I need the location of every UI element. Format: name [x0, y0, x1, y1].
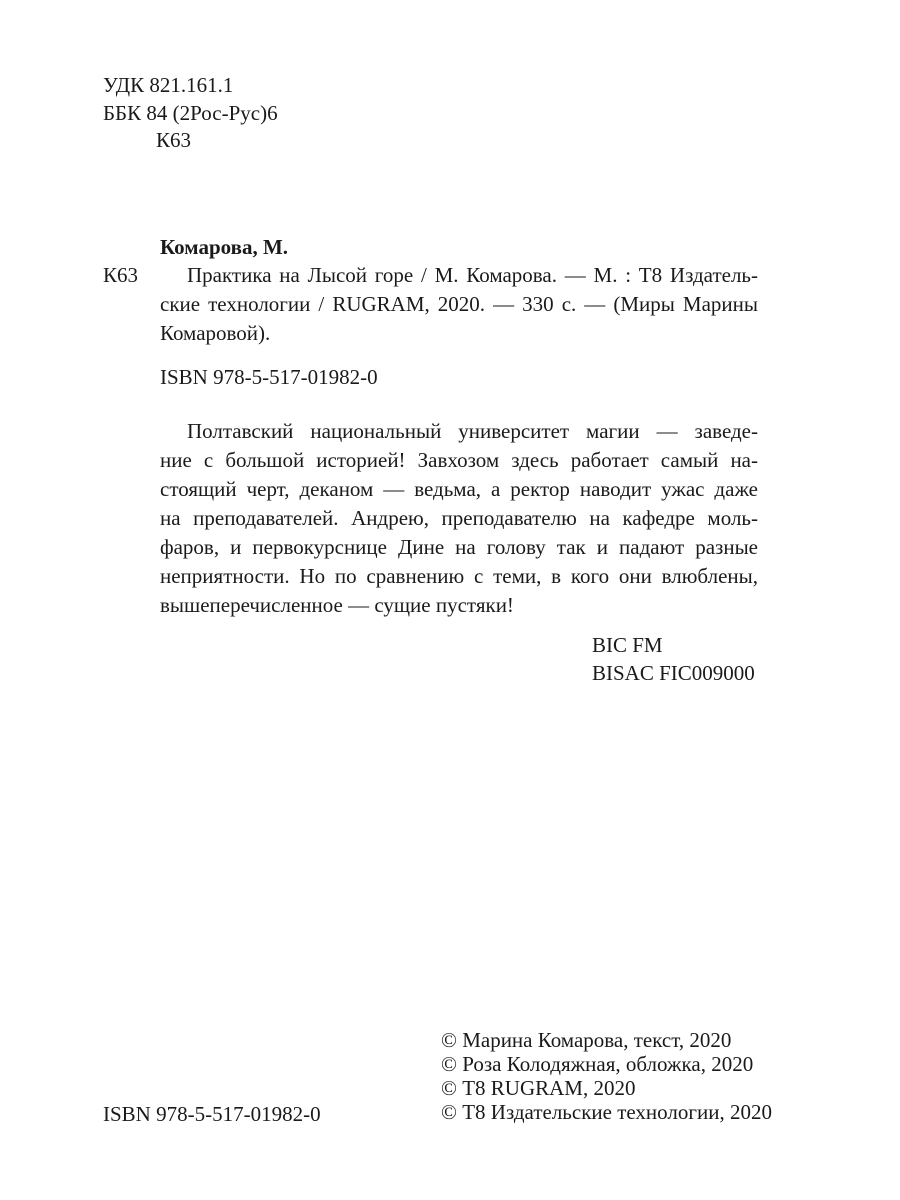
annotation	[160, 418, 758, 621]
description-line: Практика на Лысой горе / М. Комарова. — М. : Т8 Издатель-	[187, 263, 758, 287]
author-mark-header: К63	[156, 128, 192, 152]
annotation-line: неприятности. Но по сравнению с теми, в кого они влюблены,	[160, 564, 758, 588]
isbn-entry: ISBN 978-5-517-01982-0	[160, 365, 378, 389]
copyright-line: © Т8 Издательские технологии, 2020	[441, 1100, 772, 1124]
author-mark-entry: К63	[103, 263, 139, 287]
annotation-line: на преподавателей. Андрею, преподавателю на кафедре моль-	[160, 506, 758, 530]
description-line: ские технологии / RUGRAM, 2020. — 330 с. — (Миры Марины	[160, 292, 758, 316]
annotation-line: фаров, и первокурснице Дине на голову так и падают разные	[160, 535, 758, 559]
author-heading: Комарова, М.	[160, 235, 289, 259]
copyright-notices	[441, 1028, 772, 1124]
copyright-line: © Марина Комарова, текст, 2020	[441, 1028, 732, 1052]
isbn-footer: ISBN 978-5-517-01982-0	[103, 1102, 321, 1126]
copyright-line: © Роза Колодяжная, обложка, 2020	[441, 1052, 754, 1076]
subject-codes	[592, 631, 755, 687]
annotation-line: Полтавский национальный университет магии — заведе-	[187, 419, 758, 443]
bic-code: BIC FM	[592, 633, 663, 657]
bbk-code: ББК 84 (2Рос-Рус)6	[103, 101, 278, 125]
copyright-line: © Т8 RUGRAM, 2020	[441, 1076, 636, 1100]
description-line: Комаровой).	[160, 321, 271, 345]
annotation-line: стоящий черт, деканом — ведьма, а ректор наводит ужас даже	[160, 477, 758, 501]
bisac-code: BISAC FIC009000	[592, 661, 755, 685]
bibliographic-description	[160, 262, 758, 349]
udk-code: УДК 821.161.1	[103, 73, 234, 97]
annotation-line: ние с большой историей! Завхозом здесь работает самый на-	[160, 448, 758, 472]
annotation-line: вышеперечисленное — сущие пустяки!	[160, 593, 514, 617]
